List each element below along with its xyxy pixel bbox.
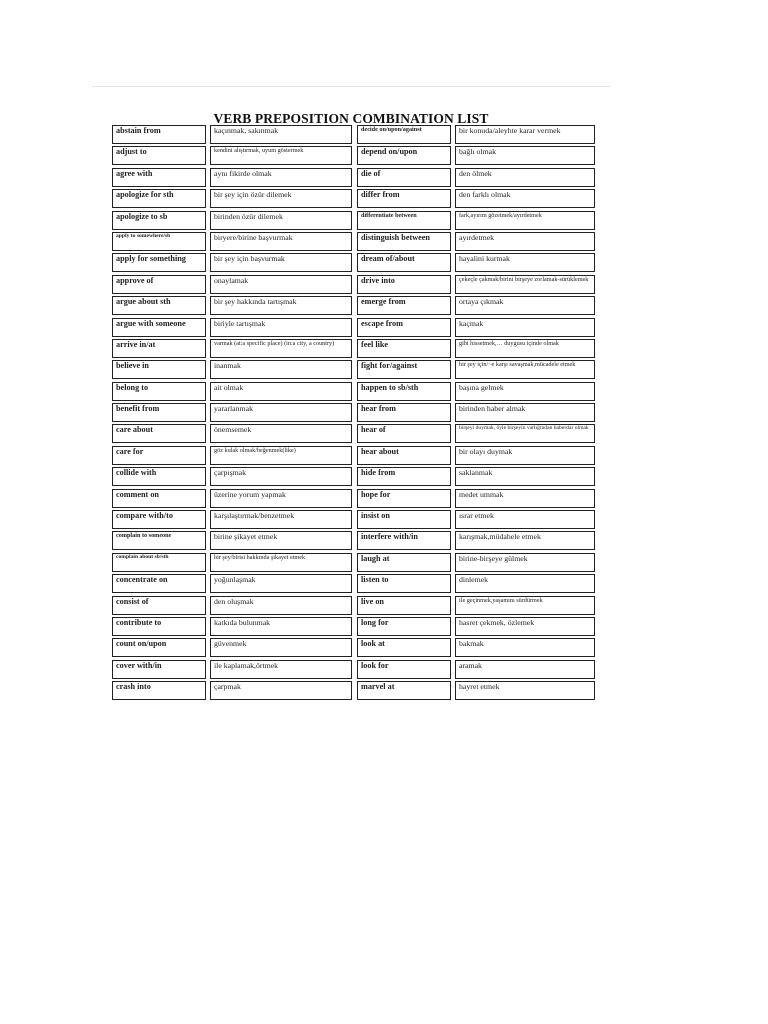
verb-cell: comment on	[112, 489, 206, 508]
verb-cell: count on/upon	[112, 638, 206, 657]
document-title: VERB PREPOSITION COMBINATION LIST	[213, 111, 489, 126]
verb-cell: abstain from	[112, 125, 206, 144]
verb-cell: cover with/in	[112, 660, 206, 679]
meaning-cell: birine şikayet etmek	[210, 531, 352, 550]
table-row	[112, 638, 352, 657]
verb-cell: hide from	[357, 467, 451, 486]
meaning-cell: karşılaştırmak/benzetmek	[210, 510, 352, 529]
verb-cell: look for	[357, 660, 451, 679]
verb-cell: listen to	[357, 574, 451, 593]
meaning-cell: hayret etmek	[455, 681, 595, 700]
meaning-cell: saklanmak	[455, 467, 595, 486]
meaning-cell: ile geçinmek,yaşamını sürdürmek	[455, 596, 595, 615]
verb-cell: argue with someone	[112, 318, 206, 337]
verb-cell: approve of	[112, 275, 206, 294]
meaning-cell: onaylamak	[210, 275, 352, 294]
meaning-cell: kendini alıştırmak, uyum göstermek	[210, 146, 352, 165]
table-row	[112, 553, 352, 572]
meaning-cell: den ölmek	[455, 168, 595, 187]
table-row	[112, 360, 352, 379]
table-row	[112, 382, 352, 401]
meaning-cell: başına gelmek	[455, 382, 595, 401]
verb-cell: adjust to	[112, 146, 206, 165]
verb-cell: apply to somewhere/sb	[112, 232, 206, 251]
table-row	[357, 318, 595, 337]
table-row	[112, 660, 352, 679]
verb-cell: arrive in/at	[112, 339, 206, 358]
meaning-cell: den oluşmak	[210, 596, 352, 615]
meaning-cell: çekeçle çakmak/birini birşeye zorlamak-sürüklemek	[455, 275, 595, 294]
verb-cell: emerge from	[357, 296, 451, 315]
table-row	[112, 146, 352, 165]
document-page	[92, 86, 610, 713]
verb-cell: hope for	[357, 489, 451, 508]
table-row	[357, 681, 595, 700]
table-row	[357, 489, 595, 508]
table-row	[112, 168, 352, 187]
table-row	[112, 189, 352, 208]
meaning-cell: medet ummak	[455, 489, 595, 508]
table-row	[357, 424, 595, 443]
meaning-cell: üzerine yorum yapmak	[210, 489, 352, 508]
meaning-cell: göz kulak olmak/beğenmek(like)	[210, 446, 352, 465]
verb-cell: complain to someone	[112, 531, 206, 550]
meaning-cell: inanmak	[210, 360, 352, 379]
verb-cell: agree with	[112, 168, 206, 187]
meaning-cell: bir konuda/aleyhte karar vermek	[455, 125, 595, 144]
table-row	[357, 253, 595, 272]
meaning-cell: biriyle tartışmak	[210, 318, 352, 337]
verb-cell: benefit from	[112, 403, 206, 422]
verb-cell: die of	[357, 168, 451, 187]
verb-cell: depend on/upon	[357, 146, 451, 165]
meaning-cell: varmak (at:a specific place) (in:a city, a country)	[210, 339, 352, 358]
table-row	[112, 424, 352, 443]
verb-cell: believe in	[112, 360, 206, 379]
verb-cell: fight for/against	[357, 360, 451, 379]
table-row	[357, 446, 595, 465]
verb-cell: consist of	[112, 596, 206, 615]
verb-cell: laugh at	[357, 553, 451, 572]
meaning-cell: çarpmak	[210, 681, 352, 700]
table-row	[357, 168, 595, 187]
table-row	[357, 638, 595, 657]
meaning-cell: güvenmek	[210, 638, 352, 657]
meaning-cell: bir şey için özür dilemek	[210, 189, 352, 208]
verb-cell: interfere with/in	[357, 531, 451, 550]
meaning-cell: gibi hissetmek,… duygusu içinde olmak	[455, 339, 595, 358]
verb-cell: compare with/to	[112, 510, 206, 529]
meaning-cell: ayırdetmek	[455, 232, 595, 251]
meaning-cell: yararlanmak	[210, 403, 352, 422]
meaning-cell: aynı fikirde olmak	[210, 168, 352, 187]
verb-cell: decide on/upon/against	[357, 125, 451, 144]
table-row	[357, 531, 595, 550]
meaning-cell: çarpışmak	[210, 467, 352, 486]
table-row	[357, 467, 595, 486]
verb-cell: marvel at	[357, 681, 451, 700]
table-row	[112, 318, 352, 337]
verb-cell: collide with	[112, 467, 206, 486]
table-row	[357, 360, 595, 379]
meaning-cell: ait olmak	[210, 382, 352, 401]
meaning-cell: bir şey için/~e karşı savaşmak,mücadele etmek	[455, 360, 595, 379]
meaning-cell: bağlı olmak	[455, 146, 595, 165]
verb-cell: long for	[357, 617, 451, 636]
verb-cell: complain about sb/sth	[112, 553, 206, 572]
meaning-cell: birşeyi duymak, öyle birşeyin varlığından haberdar olmak	[455, 424, 595, 443]
meaning-cell: bir olayı duymak	[455, 446, 595, 465]
meaning-cell: birinden haber almak	[455, 403, 595, 422]
table-row	[112, 531, 352, 550]
verb-cell: hear of	[357, 424, 451, 443]
meaning-cell: katkıda bulunmak	[210, 617, 352, 636]
table-row	[112, 489, 352, 508]
table-row	[357, 211, 595, 230]
verb-cell: dream of/about	[357, 253, 451, 272]
table-row	[112, 681, 352, 700]
verb-cell: insist on	[357, 510, 451, 529]
meaning-cell: ile kaplamak,örtmek	[210, 660, 352, 679]
verb-cell: care about	[112, 424, 206, 443]
table-row	[112, 232, 352, 251]
table-row	[112, 574, 352, 593]
meaning-cell: hasret çekmek, özlemek	[455, 617, 595, 636]
table-row	[357, 510, 595, 529]
verb-cell: happen to sb/sth	[357, 382, 451, 401]
table-row	[357, 189, 595, 208]
table-row	[357, 617, 595, 636]
verb-cell: apologize for sth	[112, 189, 206, 208]
table-row	[357, 574, 595, 593]
meaning-cell: karışmak,müdahele etmek	[455, 531, 595, 550]
verb-cell: escape from	[357, 318, 451, 337]
table-row	[357, 596, 595, 615]
verb-cell: concentrate on	[112, 574, 206, 593]
verb-cell: drive into	[357, 275, 451, 294]
table-row	[112, 211, 352, 230]
verb-cell: hear from	[357, 403, 451, 422]
verb-cell: distinguish between	[357, 232, 451, 251]
verb-cell: differentiate between	[357, 211, 451, 230]
meaning-cell: bir şey hakkında tartışmak	[210, 296, 352, 315]
table-row	[112, 446, 352, 465]
meaning-cell: yoğunlaşmak	[210, 574, 352, 593]
table-row	[112, 339, 352, 358]
meaning-cell: aramak	[455, 660, 595, 679]
table-row	[112, 403, 352, 422]
table-row	[357, 553, 595, 572]
verb-cell: argue about sth	[112, 296, 206, 315]
verb-cell: feel like	[357, 339, 451, 358]
verb-cell: belong to	[112, 382, 206, 401]
verb-cell: crash into	[112, 681, 206, 700]
table-row	[357, 382, 595, 401]
verb-cell: apply for something	[112, 253, 206, 272]
table-row	[112, 596, 352, 615]
meaning-cell: hayalini kurmak	[455, 253, 595, 272]
left-column	[112, 125, 352, 703]
table-row	[357, 660, 595, 679]
meaning-cell: kaçınmak, sakınmak	[210, 125, 352, 144]
meaning-cell: birinden özür dilemek	[210, 211, 352, 230]
table-row	[112, 467, 352, 486]
table-row	[112, 253, 352, 272]
table-row	[112, 510, 352, 529]
meaning-cell: fark,ayırım gözetmek/ayırdetmek	[455, 211, 595, 230]
right-column	[357, 125, 595, 703]
table-row	[357, 403, 595, 422]
verb-cell: contribute to	[112, 617, 206, 636]
table-row	[357, 125, 595, 144]
meaning-cell: kaçmak	[455, 318, 595, 337]
table-row	[357, 296, 595, 315]
verb-cell: care for	[112, 446, 206, 465]
meaning-cell: ısrar etmek	[455, 510, 595, 529]
meaning-cell: birine-birşeye gülmek	[455, 553, 595, 572]
meaning-cell: bakmak	[455, 638, 595, 657]
meaning-cell: ortaya çıkmak	[455, 296, 595, 315]
table-row	[357, 232, 595, 251]
verb-cell: live on	[357, 596, 451, 615]
table-row	[112, 617, 352, 636]
verb-cell: differ from	[357, 189, 451, 208]
table-row	[357, 275, 595, 294]
meaning-cell: önemsemek	[210, 424, 352, 443]
table-row	[112, 296, 352, 315]
table-row	[112, 125, 352, 144]
meaning-cell: biryere/birine başvurmak	[210, 232, 352, 251]
verb-cell: hear about	[357, 446, 451, 465]
table-row	[357, 339, 595, 358]
meaning-cell: bir şey için başvurmak	[210, 253, 352, 272]
meaning-cell: dinlemek	[455, 574, 595, 593]
verb-cell: look at	[357, 638, 451, 657]
verb-cell: apologize to sb	[112, 211, 206, 230]
meaning-cell: bir şey/birisi hakkında şikayet etmek	[210, 553, 352, 572]
table-row	[357, 146, 595, 165]
meaning-cell: den farklı olmak	[455, 189, 595, 208]
table-row	[112, 275, 352, 294]
